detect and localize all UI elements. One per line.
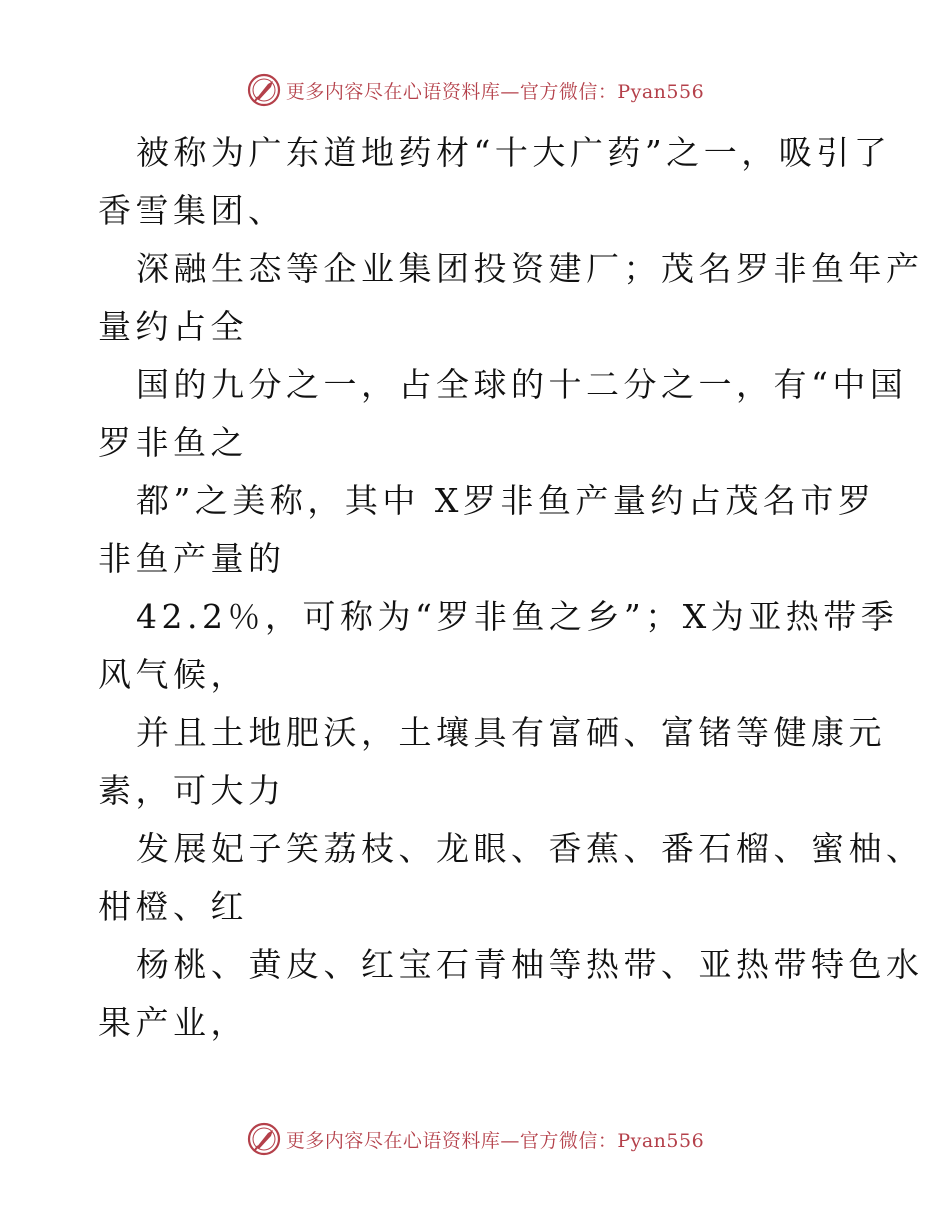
footer-banner — [0, 1121, 950, 1157]
text-line: 杨桃、黄皮、红宝石青柚等热带、亚热带特色水 — [136, 945, 924, 984]
text-line: 国的九分之一，占全球的十二分之一，有“中国 — [136, 365, 908, 404]
header-banner-text: 更多内容尽在心语资料库—官方微信：Pyan556 — [285, 80, 705, 103]
text-line: 风气候， — [98, 655, 248, 694]
pen-nib-logo-icon — [246, 1121, 282, 1157]
document-body — [98, 124, 924, 1052]
header-banner — [0, 72, 950, 108]
text-line: 发展妃子笑荔枝、龙眼、香蕉、番石榴、蜜柚、 — [136, 829, 924, 868]
text-line: 素，可大力 — [98, 771, 286, 810]
text-line: 并且土地肥沃，土壤具有富硒、富锗等健康元 — [136, 713, 886, 752]
text-line: 非鱼产量的 — [98, 539, 286, 578]
text-line: 深融生态等企业集团投资建厂；茂名罗非鱼年产 — [136, 249, 924, 288]
text-line: 都”之美称，其中 X罗非鱼产量约占茂名市罗 — [136, 481, 876, 520]
text-line: 42.2％，可称为“罗非鱼之乡”；X为亚热带季 — [136, 597, 899, 636]
pen-nib-logo-icon — [246, 72, 282, 108]
text-line: 果产业， — [98, 1003, 248, 1042]
text-line: 香雪集团、 — [98, 191, 286, 230]
text-line: 被称为广东道地药材“十大广药”之一，吸引了 — [136, 133, 892, 172]
text-line: 量约占全 — [98, 307, 248, 346]
footer-banner-text: 更多内容尽在心语资料库—官方微信：Pyan556 — [285, 1129, 705, 1152]
text-line: 柑橙、红 — [98, 887, 248, 926]
text-line: 罗非鱼之 — [98, 423, 248, 462]
